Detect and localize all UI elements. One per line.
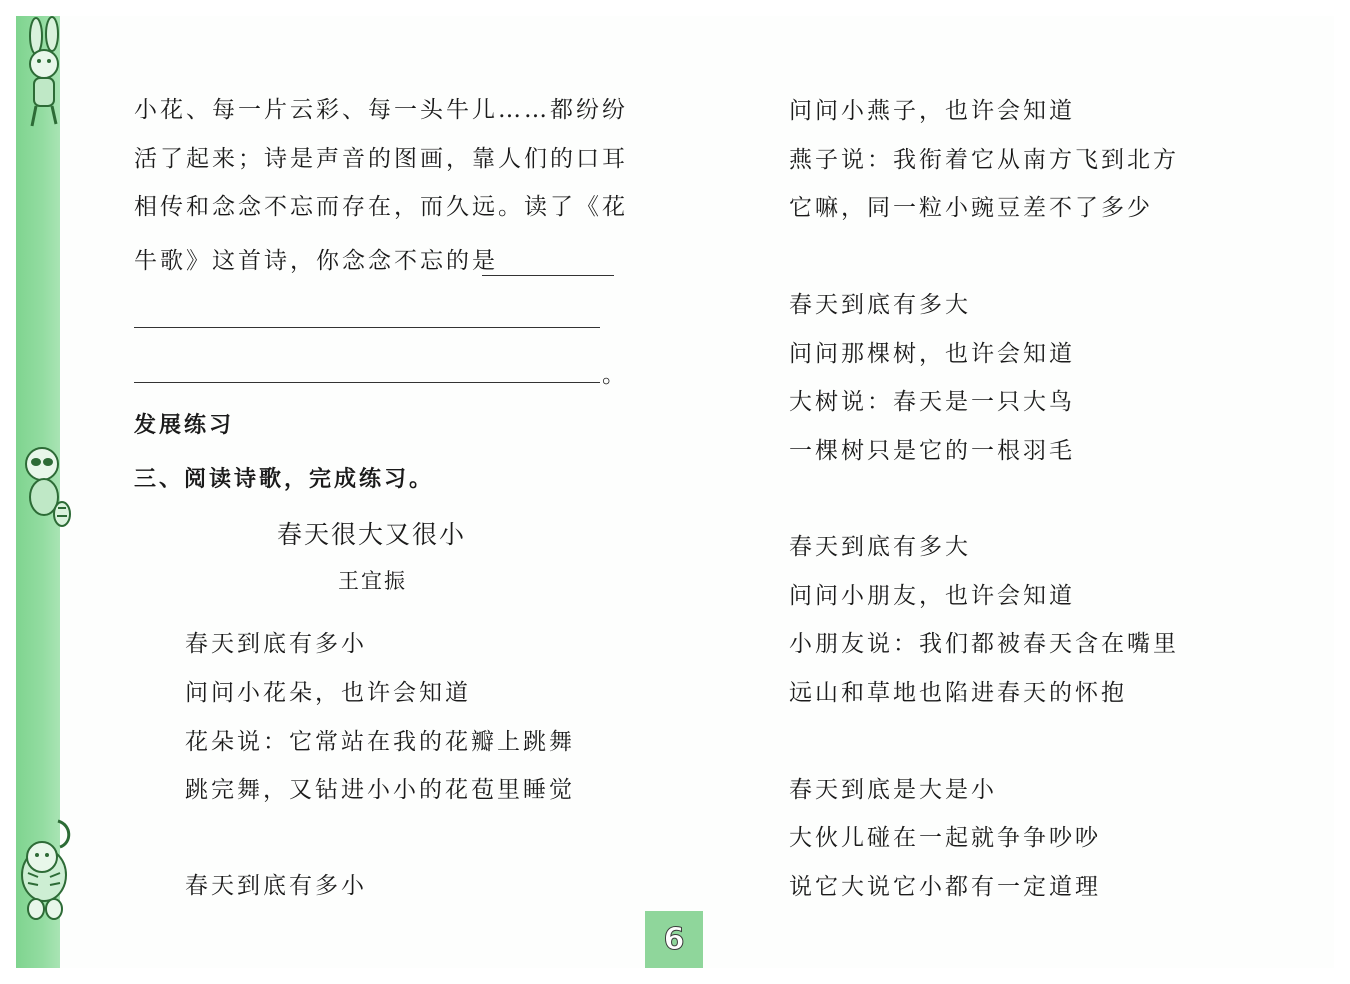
poem-line: 花朵说：它常站在我的花瓣上跳舞	[185, 729, 575, 755]
exercise-heading: 三、阅读诗歌，完成练习。	[134, 467, 435, 492]
poem-line: 它嘛，同一粒小豌豆差不了多少	[789, 195, 1153, 221]
rabbit-mascot-icon	[14, 16, 78, 131]
prose-line: 相传和念念不忘而存在，而久远。读了《花	[134, 194, 628, 220]
page-number: 6	[645, 911, 703, 968]
poem-title: 春天很大又很小	[277, 520, 467, 549]
tiger-mascot-icon	[14, 815, 78, 935]
poem-line: 远山和草地也陷进春天的怀抱	[789, 680, 1127, 706]
poem-line: 春天到底有多小	[185, 873, 367, 899]
raccoon-mascot-icon	[14, 442, 78, 532]
poem-line: 问问小朋友，也许会知道	[789, 583, 1075, 609]
poem-line: 燕子说：我衔着它从南方飞到北方	[789, 147, 1179, 173]
poem-line: 春天到底是大是小	[789, 777, 997, 803]
answer-blank-line[interactable]	[134, 382, 600, 383]
prose-line: 活了起来；诗是声音的图画，靠人们的口耳	[134, 146, 628, 172]
poem-line: 一棵树只是它的一根羽毛	[789, 438, 1075, 464]
answer-blank-line[interactable]	[134, 327, 600, 328]
poem-line: 春天到底有多大	[789, 292, 971, 318]
answer-blank-line[interactable]	[482, 275, 614, 276]
poem-line: 春天到底有多小	[185, 631, 367, 657]
poem-line: 问问那棵树，也许会知道	[789, 341, 1075, 367]
poem-line: 大伙儿碰在一起就争争吵吵	[789, 825, 1101, 851]
prose-line: 小花、每一片云彩、每一头牛儿……都纷纷	[134, 97, 628, 123]
poem-line: 小朋友说：我们都被春天含在嘴里	[789, 631, 1179, 657]
poem-line: 大树说：春天是一只大鸟	[789, 389, 1075, 415]
section-heading: 发展练习	[134, 413, 235, 438]
poem-line: 说它大说它小都有一定道理	[789, 874, 1101, 900]
poem-line: 问问小花朵，也许会知道	[185, 680, 471, 706]
end-punctuation: 。	[602, 362, 628, 388]
poem-line: 春天到底有多大	[789, 534, 971, 560]
poem-line: 问问小燕子，也许会知道	[789, 98, 1075, 124]
prose-line: 牛歌》这首诗，你念念不忘的是	[134, 248, 498, 274]
poem-line: 跳完舞，又钻进小小的花苞里睡觉	[185, 777, 575, 803]
poem-author: 王宜振	[338, 569, 407, 593]
